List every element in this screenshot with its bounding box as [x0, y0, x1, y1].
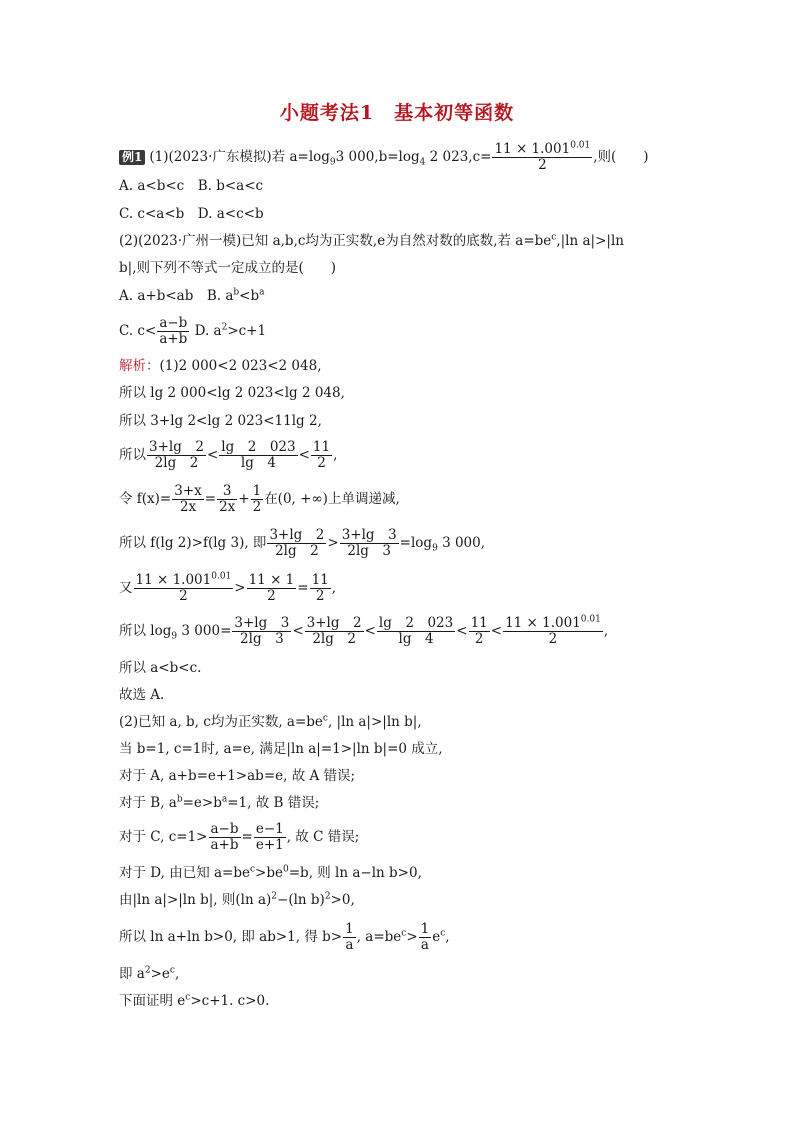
solution-line-1: 解析：(1)2 000<2 023<2 048, [119, 358, 322, 374]
q1-options-ab: A. a<b<c B. b<a<c [119, 178, 264, 194]
solution-line-13: 对于 A, a+b=e+1>ab=e, 故 A 错误; [119, 768, 356, 784]
example-badge: 例1 [119, 150, 145, 165]
q2-options-ab: A. a+b<ab B. $a^b<b^a$ [119, 287, 265, 304]
solution-line-11: (2)已知 a, b, c均为正实数, $a=be^c$, |ln a|>|ln b|, [119, 713, 422, 730]
solution-line-14: 对于 B, $a^b=e>b^a=1$, 故 B 错误; [119, 794, 320, 811]
solution-line-15: 对于 C, c=1> $\frac{a-b}{a+b}$ = $\frac{e-1}{e+1}$ , 故 C 错误; [119, 821, 360, 853]
solution-line-12: 当 b=1, c=1时, a=e, 满足|ln a|=1>|ln b|=0 成立, [119, 741, 443, 757]
solution-line-5: 令 f(x)= $\frac{3+x}{2x}$ = $\frac{3}{2x}$ + $\frac{1}{2}$ 在(0, +∞)上单调递减, [119, 483, 400, 515]
solution-line-17: 由|ln a|>|ln b|, 则(ln a)$^2$−(ln b)$^2$>0, [119, 891, 355, 908]
solution-line-8: 所以 $\log_9 3$ 000= $\frac{3+\lg 3}{2\lg 3}$ < $\frac{3+\lg 2}{2\lg 2}$ < $\frac{\lg 2 023}{\lg 4}$ < $\frac{11}{2}$ < $\frac{11 \times 1.001^{0.01}}{2}$ , [119, 614, 609, 647]
page-title: 小题考法1 基本初等函数 [279, 102, 515, 124]
solution-label: 解析： [119, 358, 160, 374]
q1-options-cd: C. c<a<b D. a<c<b [119, 206, 264, 222]
solution-line-18: 所以 ln a+ln b>0, 即 ab>1, 得 b> $\frac{1}{a}$ , $a=be^c>$ $\frac{1}{a}$ $e^c$, [119, 921, 450, 953]
solution-line-3: 所以 3+lg 2<lg 2 023<11lg 2, [119, 413, 322, 429]
question-2-line-2: b|,则下列不等式一定成立的是( ) [119, 260, 337, 276]
solution-line-7: 又 $\frac{11 \times 1.001^{0.01}}{2}$ > $\frac{11 \times 1}{2}$ = $\frac{11}{2}$ , [119, 571, 337, 604]
fraction-c: $\frac{11 \times 1.001^{0.01}}{2}$ [494, 140, 591, 173]
solution-line-4: 所以 $\frac{3+\lg 2}{2\lg 2}$ < $\frac{\lg 2 023}{\lg 4}$ < $\frac{11}{2}$ , [119, 439, 338, 471]
solution-line-9: 所以 a<b<c. [119, 660, 202, 676]
solution-line-10: 故选 A. [119, 687, 165, 703]
solution-line-19: 即 $a^2>e^c$, [119, 965, 180, 982]
solution-line-16: 对于 D, 由已知 $a=be^c>be^0=b$, 则 ln a−ln b>0, [119, 864, 422, 881]
solution-line-20: 下面证明 $e^c>c+1$. c>0. [119, 992, 270, 1009]
q2-options-cd: C. c< $\frac{a-b}{a+b}$ D. $a^2>c+1$ [119, 315, 267, 347]
solution-line-2: 所以 lg 2 000<lg 2 023<lg 2 048, [119, 385, 345, 401]
question-2-line-1: (2)(2023·广州一模)已知 a,b,c均为正实数,e为自然对数的底数,若 $a=be^c,|\ln$ a|>|ln [119, 232, 624, 249]
solution-line-6: 所以 f(lg 2)>f(lg 3), 即 $\frac{3+\lg 2}{2\lg 2}$ > $\frac{3+\lg 3}{2\lg 3}$ $=\log_9$ 3 000, [119, 527, 486, 559]
question-1: 例1 (1)(2023·广东模拟)若 $a=\log_93$ $000,b=\log_4$ 2 023,c= $\frac{11 \times 1.001^{0.01}}{2}$ ,则( ) [119, 142, 649, 173]
